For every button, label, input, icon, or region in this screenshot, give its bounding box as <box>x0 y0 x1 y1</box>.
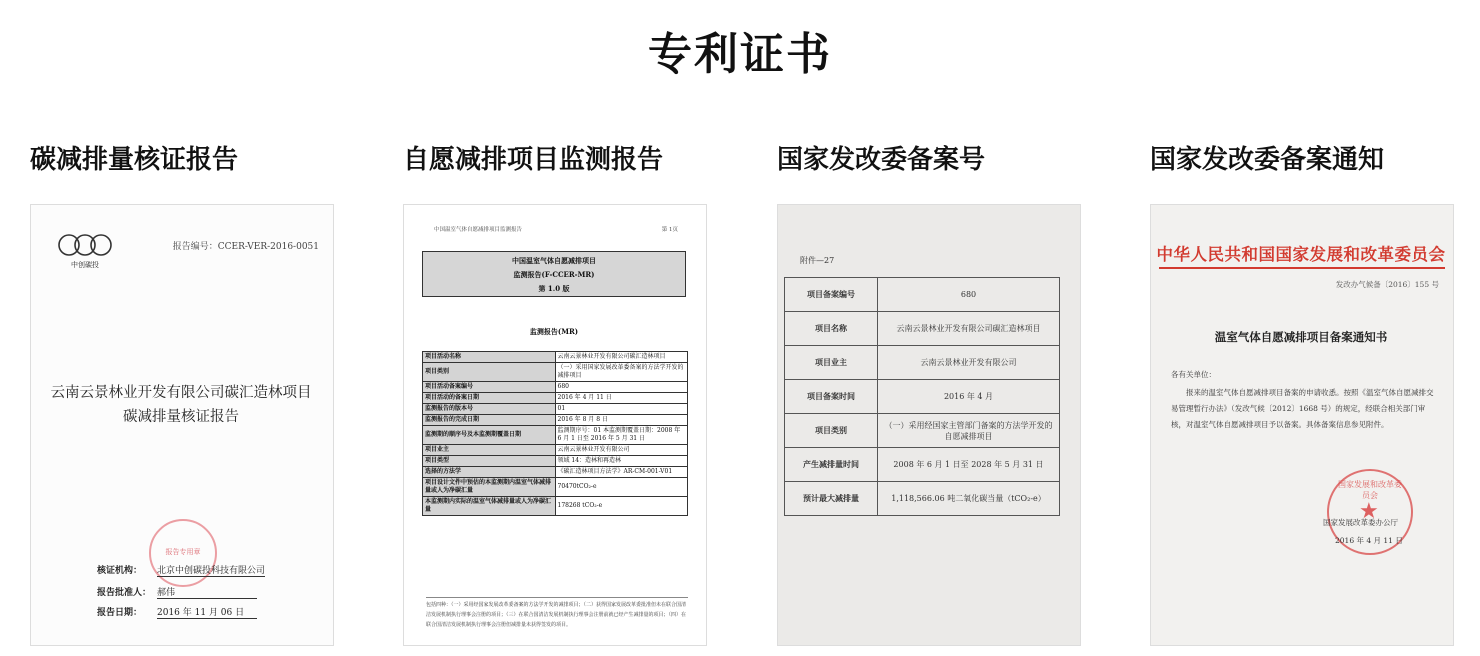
row-value: 178268 tCO₂-e <box>555 497 688 516</box>
card-heading: 碳减排量核证报告 <box>30 145 239 175</box>
row-value: 云南云景林业开发有限公司碳汇造林项目 <box>878 312 1060 346</box>
row-key: 项目备案编号 <box>785 278 878 312</box>
attachment-label: 附件—27 <box>800 256 835 265</box>
table-row <box>423 382 688 393</box>
row-value: 2016 年 8 月 8 日 <box>555 415 688 426</box>
row-value: 云南云景林业开发有限公司 <box>555 445 688 456</box>
table-row <box>785 312 1060 346</box>
notice-title: 温室气体自愿减排项目备案通知书 <box>1214 330 1388 344</box>
card-heading: 自愿减排项目监测报告 <box>403 145 664 175</box>
row-key: 项目类型 <box>423 456 556 467</box>
row-value: 领域 14：造林和再造林 <box>555 456 688 467</box>
table-row <box>785 448 1060 482</box>
table-row <box>423 363 688 382</box>
certificate-card-notice[interactable] <box>1150 140 1454 545</box>
report-title <box>31 381 331 429</box>
card-heading: 国家发改委备案号 <box>777 145 986 175</box>
notice-body: 报来的温室气体自愿减排项目备案的申请收悉。按照《温室气体自愿减排交易管理暂行办法》（发改气候〔2012〕1668 号）的规定，经联合相关部门审核，对温室气体自愿减排项目予以备案。具体备案信息参见附件。 <box>1171 388 1434 429</box>
row-key: 选择的方法学 <box>423 467 556 478</box>
row-value: 680 <box>555 382 688 393</box>
row-value: 2016 年 4 月 <box>878 380 1060 414</box>
table-row <box>423 426 688 445</box>
row-key: 项目业主 <box>785 346 878 380</box>
table-row <box>785 414 1060 448</box>
table-row <box>423 445 688 456</box>
certificate-card-monitoring[interactable] <box>403 140 707 628</box>
reference-number: 发改办气候备〔2016〕155 号 <box>1335 280 1439 289</box>
row-value: 2008 年 6 月 1 日至 2028 年 5 月 31 日 <box>878 448 1060 482</box>
doc-title-box: 中国温室气体自愿减排项目 监测报告(F-CCER-MR) 第 1.0 版 <box>422 251 686 297</box>
signature-line-date: 报告日期： 2016 年 11 月 06 日 <box>97 605 257 619</box>
row-key: 项目备案时间 <box>785 380 878 414</box>
record-notice-image[interactable] <box>1150 204 1454 646</box>
table-row <box>423 404 688 415</box>
table-row <box>423 478 688 497</box>
row-value: 2016 年 4 月 11 日 <box>555 393 688 404</box>
report-title-line2: 碳减排量核证报告 <box>123 409 239 425</box>
row-key: 监测报告的版本号 <box>423 404 556 415</box>
row-key: 项目活动备案编号 <box>423 382 556 393</box>
card-heading: 国家发改委备案通知 <box>1150 145 1385 175</box>
row-key: 项目类别 <box>785 414 878 448</box>
table-row <box>423 352 688 363</box>
row-key: 项目活动的备案日期 <box>423 393 556 404</box>
row-key: 监测报告的完成日期 <box>423 415 556 426</box>
row-value: （一）采用经国家主管部门备案的方法学开发的自愿减排项目 <box>878 414 1060 448</box>
table-row <box>423 467 688 478</box>
row-value: 监测期序号：01 本监测期覆盖日期：2008 年 6 月 1 日至 2016 年 5 月 31 日 <box>555 426 688 445</box>
verification-report-image[interactable] <box>30 204 334 646</box>
table-row <box>423 497 688 516</box>
row-key: 预计最大减排量 <box>785 482 878 516</box>
signature-line-org: 核证机构： 北京中创碳投科技有限公司 <box>97 563 265 577</box>
notice-greeting: 各有关单位： <box>1171 370 1216 379</box>
star-icon: ★ <box>1359 499 1379 524</box>
row-value: 《碳汇造林项目方法学》AR-CM-001-V01 <box>555 467 688 478</box>
row-value: 云南云景林业开发有限公司碳汇造林项目 <box>555 352 688 363</box>
table-row <box>785 482 1060 516</box>
certificate-card-verification[interactable] <box>30 140 334 618</box>
row-key: 项目名称 <box>785 312 878 346</box>
notice-signature: 国家发展改革委办公厅 <box>1323 518 1398 527</box>
monitoring-report-image[interactable] <box>403 204 707 646</box>
stamp-text: 国家发展和改革委员会 <box>1338 480 1402 500</box>
row-key: 项目类别 <box>423 363 556 382</box>
table-row <box>785 278 1060 312</box>
doc-subtitle: 监测报告(MR) <box>529 327 579 336</box>
row-value: 1,118,566.06 吨二氧化碳当量（tCO₂-e） <box>878 482 1060 516</box>
page-title: 专利证书 <box>648 29 832 80</box>
issuing-org: 中华人民共和国国家发展和改革委员会 <box>1156 245 1446 264</box>
record-number-image[interactable] <box>777 204 1081 646</box>
table-row <box>423 456 688 467</box>
row-key: 监测期的顺序号及本监测期覆盖日期 <box>423 426 556 445</box>
record-table <box>784 277 1060 516</box>
row-key: 产生减排量时间 <box>785 448 878 482</box>
row-value: 云南云景林业开发有限公司 <box>878 346 1060 380</box>
table-row <box>785 380 1060 414</box>
row-key: 项目活动名称 <box>423 352 556 363</box>
logo-text: 中创碳投 <box>71 261 99 269</box>
row-value: 01 <box>555 404 688 415</box>
company-logo-icon <box>53 231 117 271</box>
row-value: 70470tCO₂-e <box>555 478 688 497</box>
monitoring-table <box>422 351 688 516</box>
red-rule <box>1159 267 1445 269</box>
row-value: （一）采用国家发展改革委备案的方法学开发的减排项目 <box>555 363 688 382</box>
row-value: 680 <box>878 278 1060 312</box>
report-title-line1: 云南云景林业开发有限公司碳汇造林项目 <box>50 385 312 401</box>
seal-text: 报告专用章 <box>165 548 201 556</box>
table-row <box>423 415 688 426</box>
notice-date: 2016 年 4 月 11 日 <box>1335 536 1403 545</box>
report-number: 报告编号：CCER-VER-2016-0051 <box>172 242 319 252</box>
row-key: 项目设计文件中预估的本监测期内温室气体减排量或人为净碳汇量 <box>423 478 556 497</box>
footnote: 包括四种：（一）采用经国家发展改革委备案的方法学开发的减排项目；（二）获得国家发展改革委批准但未在联合国清洁发展机制执行理事会注册的项目；（三）在联合国清洁发展机制执行理事会注册前就已经产生减排量的项目；（四）在联合国清洁发展机制执行理事会注册但减排量未获得签发的项目。 <box>426 597 688 630</box>
table-row <box>423 393 688 404</box>
row-key: 项目业主 <box>423 445 556 456</box>
row-key: 本监测期内实际的温室气体减排量或人为净碳汇量 <box>423 497 556 516</box>
table-row <box>785 346 1060 380</box>
signature-line-approver: 报告批准人： 郝伟 <box>97 585 257 599</box>
doc-header: 中国温室气体自愿减排项目监测报告 第 1页 <box>434 227 678 233</box>
certificate-card-record-number[interactable] <box>777 140 1081 503</box>
